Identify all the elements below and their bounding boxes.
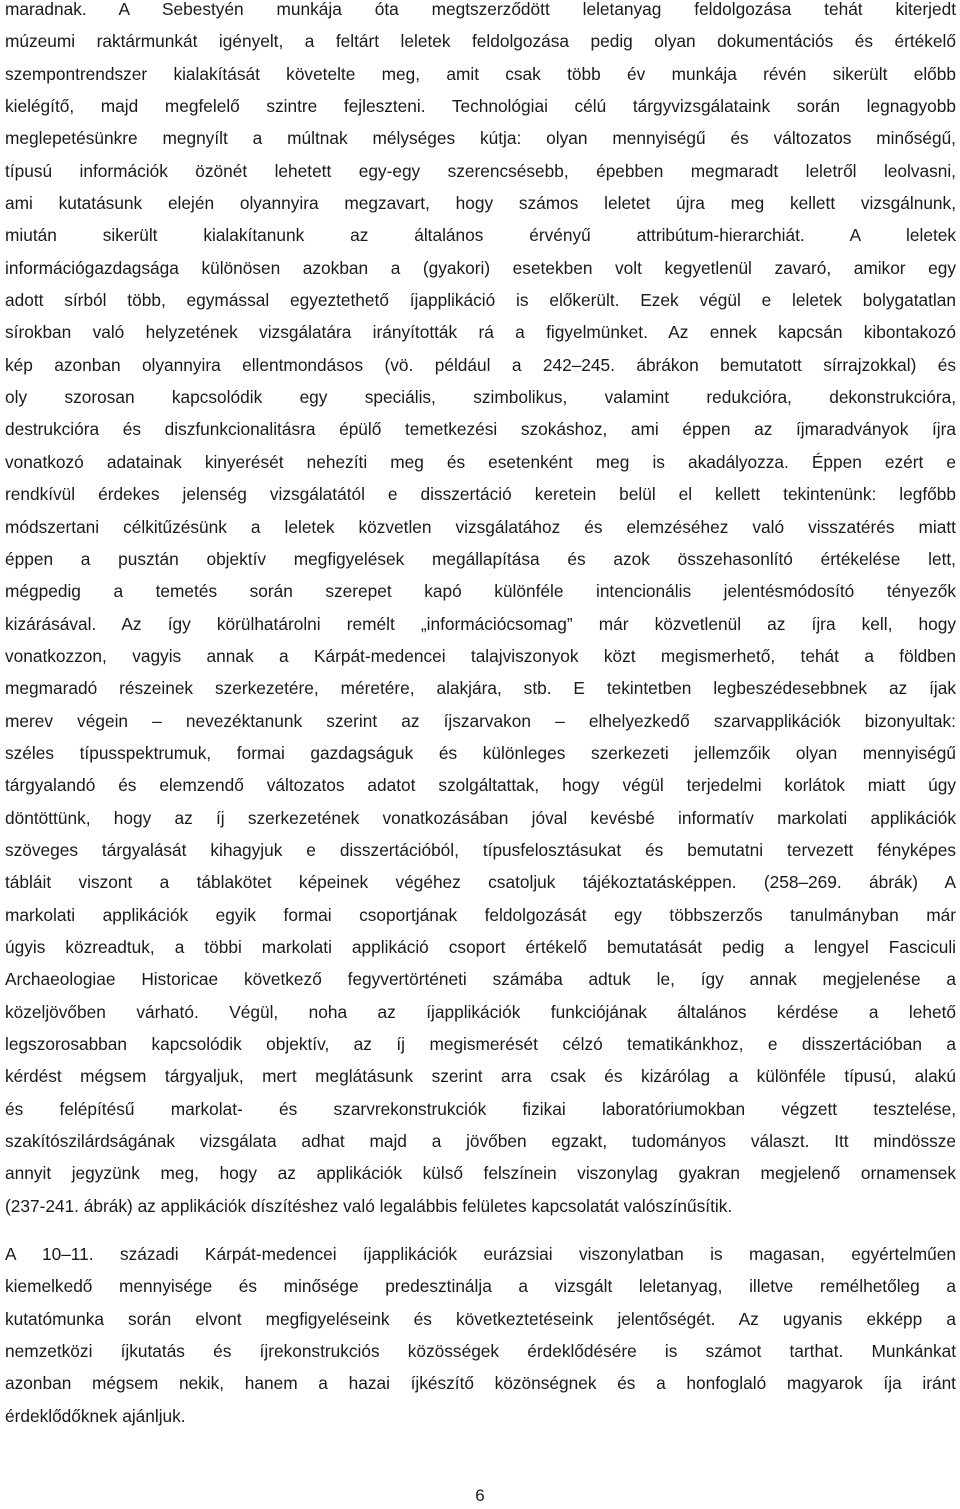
text-line: oly szorosan kapcsolódik egy speciális, szimbolikus, valamint redukcióra, dekonstrukcióra, <box>5 387 956 408</box>
text-line: kielégítő, majd megfelelő szintre fejleszteni. Technológiai célú tárgyvizsgálataink során legnagyobb <box>5 96 956 117</box>
text-line: vonatkozó adatainak kinyerését nehezíti meg és esetenként meg is akadályozza. Éppen ezért e <box>5 451 956 472</box>
text-line: közeljövőben várható. Végül, noha az íjapplikációk funkciójának általános kérdése a lehető <box>5 1001 956 1022</box>
text-line: sírokban való helyzetének vizsgálatára irányították rá a figyelmünket. Az ennek kapcsán kibontakozó <box>5 322 956 343</box>
text-line: szempontrendszer kialakítását követelte meg, amit csak több év munkája révén sikerült előbb <box>5 63 956 84</box>
page-number: 6 <box>475 1486 485 1505</box>
text-line: kiemelkedő mennyisége és minősége predesztinálja a vizsgált leletanyag, illetve remélhetőleg a <box>5 1276 956 1297</box>
text-line: múzeumi raktármunkát igényelt, a feltárt leletek feldolgozása pedig olyan dokumentációs és értékelő <box>5 31 956 52</box>
text-line: kutatómunka során elvont megfigyeléseink és következtetéseink jelentőségét. Az ugyanis ekképp a <box>5 1308 956 1329</box>
text-line: annyit jegyzünk meg, hogy az applikációk külső felszínein viszonylag gyakran megjelenő ornamensek <box>5 1163 956 1184</box>
text-line: széles típusspektrumuk, formai gazdagságuk és különleges szerkezeti jellemzőik olyan mennyiségű <box>5 742 956 763</box>
text-line: maradnak. A Sebestyén munkája óta megtszerződött leletanyag feldolgozása tehát kiterjedt <box>5 0 956 19</box>
text-line: nemzetközi íjkutatás és íjrekonstrukciós közösségek érdeklődésére is számot tarthat. Munkánkat <box>5 1341 956 1362</box>
text-line: merev végein – nevezéktanunk szerint az íjszarvakon – elhelyezkedő szarvapplikációk bizonyultak: <box>5 710 956 731</box>
text-line: tábláit viszont a táblakötet képeinek végéhez csatoljuk tájékoztatásképpen. (258–269. ábrák) A <box>5 872 956 893</box>
text-line: mégpedig a temetés során szerepet kapó különféle intencionális jelentésmódosító tényezők <box>5 581 956 602</box>
text-line: érdeklődőknek ajánljuk. <box>5 1405 186 1426</box>
text-line: miután sikerült kialakítanunk az általános érvényű attribútum-hierarchiát. A leletek <box>5 225 956 246</box>
text-line: vonatkozzon, vagyis annak a Kárpát-medencei talajviszonyok közt megismerhető, tehát a földben <box>5 645 956 666</box>
text-line: azonban mégsem nekik, hanem a hazai íjkészítő közönségnek és a honfoglaló magyarok íja iránt <box>5 1373 956 1394</box>
text-line: tárgyalandó és elemzendő változatos adatot szolgáltattak, hogy végül terjedelmi korlátok miatt úgy <box>5 775 956 796</box>
text-line: módszertani célkitűzésünk a leletek közvetlen vizsgálatához és elemzéséhez való visszatérés miatt <box>5 516 956 537</box>
text-line: szöveges tárgyalását kihagyjuk e disszertációból, típusfelosztásukat és bemutatni tervezett fényképes <box>5 839 956 860</box>
text-line: kérdést mégsem tárgyaljuk, mert meglátásunk szerint arra csak és kizárólag a különféle típusú, alakú <box>5 1066 956 1087</box>
text-line: és felépítésű markolat- és szarvrekonstrukciók fizikai laboratóriumokban végzett tesztelése, <box>5 1098 956 1119</box>
text-line: információgazdagsága különösen azokban a (gyakori) esetekben volt kegyetlenül zavaró, amikor egy <box>5 257 956 278</box>
text-line: markolati applikációk egyik formai csoportjának feldolgozását egy többszerzős tanulmányban már <box>5 904 956 925</box>
text-line: kizárásával. Az így körülhatárolni remélt „információcsomag” már közvetlenül az íjra kell, hogy <box>5 613 956 634</box>
text-line: úgyis közreadtuk, a többi markolati applikáció csoport értékelő bemutatását pedig a lengyel Fasciculi <box>5 936 956 957</box>
text-line: ami kutatásunk elején olyannyira megzavart, hogy számos leletet újra meg kellett vizsgálnunk, <box>5 193 956 214</box>
text-line: éppen a pusztán objektív megfigyelések megállapítása és azok összehasonlító értékelése lett, <box>5 548 956 569</box>
text-line: szakítószilárdságának vizsgálata adhat majd a jövőben egzakt, tudományos választ. Itt mindössze <box>5 1131 956 1152</box>
text-line: adott sírból több, egymással egyeztethető íjapplikáció is előkerült. Ezek végül e leletek bolygatatlan <box>5 290 956 311</box>
text-line: (237-241. ábrák) az applikációk díszítéshez való legalábbis felületes kapcsolatát valószínűsítik. <box>5 1195 733 1216</box>
text-line: A 10–11. századi Kárpát-medencei íjapplikációk eurázsiai viszonylatban is magasan, egyértelműen <box>5 1244 956 1264</box>
text-line: megmaradó részeinek szerkezetére, méretére, alakjára, stb. E tekintetben legbeszédesebbnek az íjak <box>5 678 956 699</box>
paragraph-2 <box>5 1238 956 1432</box>
text-line: rendkívül érdekes jelenség vizsgálatától e disszertáció keretein belül el kellett tekintenünk: legfőbb <box>5 484 956 505</box>
text-line: meglepetésünkre megnyílt a múltnak mélységes kútja: olyan mennyiségű és változatos minőségű, <box>5 128 956 149</box>
text-line: legszorosabban kapcsolódik objektív, az íj megismerését célzó tematikánkhoz, e disszertációban a <box>5 1034 956 1054</box>
paragraph-1 <box>5 0 956 1222</box>
text-line: Archaeologiae Historicae következő fegyvertörténeti számába adtuk le, így annak megjelenése a <box>5 969 956 990</box>
text-line: döntöttünk, hogy az íj szerkezetének vonatkozásában jóval kevésbé informatív markolati applikációk <box>5 807 956 828</box>
text-line: destrukcióra és diszfunkcionalitásra épülő temetkezési szokáshoz, ami éppen az íjmaradványok íjra <box>5 419 956 440</box>
text-line: típusú információk özönét lehetett egy-egy szerencsésebb, épebben megmaradt leletről leolvasni, <box>5 160 956 181</box>
text-line: kép azonban olyannyira ellentmondásos (vö. például a 242–245. ábrákon bemutatott sírrajzokkal) és <box>5 354 956 375</box>
